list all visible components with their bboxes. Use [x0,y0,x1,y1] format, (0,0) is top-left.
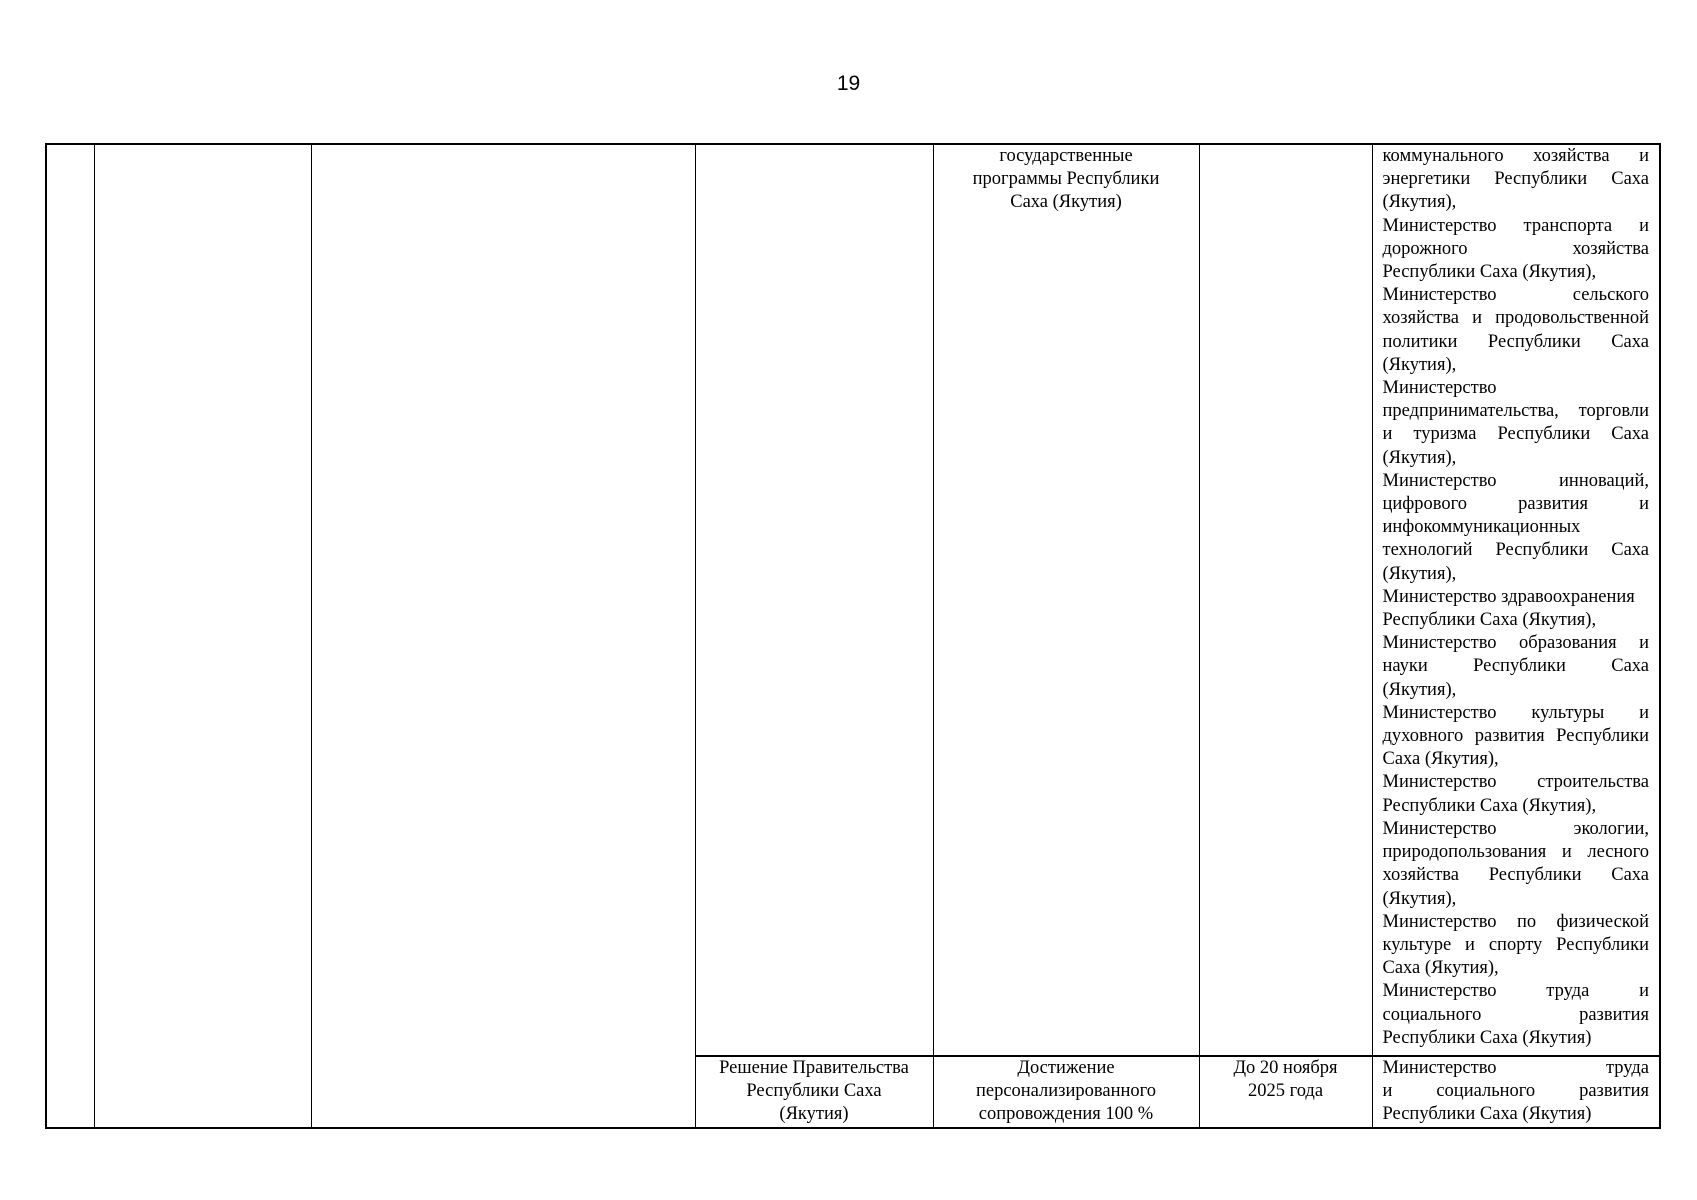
responsible-text-line: Саха (Якутия), [1382,749,1499,770]
responsible-text-line: социального развития [1382,1004,1649,1025]
responsible-text-line: Министерство труда и [1382,981,1649,1002]
document-text-line: Республики Саха [746,1081,882,1102]
cell-result [933,144,1199,1056]
document-text-line: Решение Правительства [719,1058,909,1078]
result-text-line: сопровождения 100 % [978,1104,1154,1125]
cell-deadline [1199,1056,1372,1128]
document-text-line: (Якутия) [779,1104,849,1125]
responsible-text-line: хозяйства и продовольственной [1382,308,1649,329]
responsible-text-line: (Якутия), [1382,192,1457,213]
responsible-text-line: цифрового развития и [1382,494,1649,515]
responsible-text-line: Министерство транспорта и [1382,215,1649,236]
responsible-text-line: энергетики Республики Саха [1382,169,1649,190]
responsible-text-line: Республики Саха (Якутия), [1382,610,1597,631]
responsible-text-line: (Якутия), [1382,354,1457,375]
deadline-text-line: До 20 ноября [1233,1058,1338,1078]
responsible-text-line: инфокоммуникационных [1382,517,1581,538]
result-text-line: программы Республики [972,169,1160,190]
responsible-text-line: (Якутия), [1382,447,1457,468]
responsible-text-line: политики Республики Саха [1382,331,1649,352]
responsible-text-line: (Якутия), [1382,888,1457,909]
result-text-line: государственные [999,146,1133,166]
responsible-text-line: Республики Саха (Якутия), [1382,795,1597,816]
responsible-text-line: Министерство образования и [1382,633,1649,654]
responsible-text-line: Министерство культуры и [1382,702,1649,723]
responsible-text-line: Министерство труда [1382,1058,1649,1078]
responsible-text-line: предпринимательства, торговли [1382,401,1649,422]
responsible-text-line: Министерство строительства [1382,772,1649,793]
cell-deadline [1199,144,1372,1056]
page-number: 19 [836,72,861,95]
responsible-text-line: Министерство по физической [1382,911,1649,932]
responsible-text-line: природопользования и лесного [1382,842,1649,863]
cell-task [94,144,311,1128]
responsible-text-line: Министерство инноваций, [1382,470,1649,491]
responsible-text-line: Министерство здравоохранения [1382,586,1635,607]
cell-document-type [695,144,933,1056]
cell-responsible [1372,144,1660,1056]
responsible-text-line: (Якутия), [1382,679,1457,700]
responsible-text-line: Республики Саха (Якутия) [1382,1027,1592,1048]
responsible-text-line: Министерство [1382,378,1497,399]
result-text-line: Достижение [1017,1058,1115,1078]
deadline-text-line: 2025 года [1247,1081,1324,1102]
result-text-line: Саха (Якутия) [1010,192,1122,213]
responsible-text-line: хозяйства Республики Саха [1382,865,1649,886]
result-text-line: персонализированного [975,1081,1157,1102]
responsible-text-line: (Якутия), [1382,563,1457,584]
responsible-text-line: культуре и спорту Республики [1382,934,1649,955]
responsible-text-line: Министерство сельского [1382,285,1649,306]
cell-document-type [695,1056,933,1128]
responsible-text-line: дорожного хозяйства [1382,238,1649,259]
responsible-text-line: Республики Саха (Якутия), [1382,262,1597,283]
responsible-text-line: и туризма Республики Саха [1382,424,1649,445]
cell-number [46,144,94,1128]
responsible-text-line: Саха (Якутия), [1382,958,1499,979]
plan-table [45,143,1661,1129]
responsible-text-line: духовного развития Республики [1382,726,1649,747]
responsible-text-line: и социального развития [1382,1081,1649,1102]
cell-responsible [1372,1056,1660,1128]
responsible-text-line: Республики Саха (Якутия) [1382,1104,1592,1125]
plan-table-container [45,143,1659,1125]
table-row [46,144,1660,1056]
cell-result [933,1056,1199,1128]
responsible-text-line: технологий Республики Саха [1382,540,1649,561]
responsible-text-line: науки Республики Саха [1382,656,1649,677]
responsible-text-line: коммунального хозяйства и [1382,146,1649,166]
responsible-text-line: Министерство экологии, [1382,818,1649,839]
cell-measure [311,144,695,1128]
